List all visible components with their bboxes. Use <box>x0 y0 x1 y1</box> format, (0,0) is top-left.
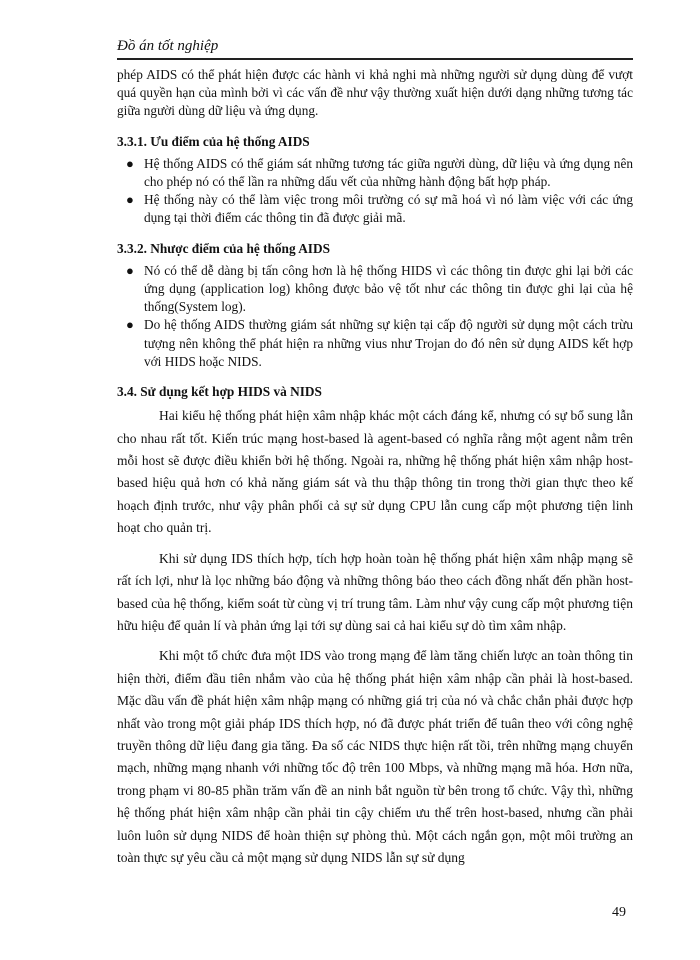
disadvantages-list <box>117 262 633 371</box>
section-heading-34: 3.4. Sử dụng kết hợp HIDS và NIDS <box>117 384 322 400</box>
page-number: 49 <box>612 905 626 920</box>
bullet-icon: ● <box>126 262 134 278</box>
list-item: ● Nó có thể dễ dàng bị tấn công hơn là hệ thống HIDS vì các thông tin được ghi lại bởi các ứng dụng (application log) không được bảo vệ tốt như các thông tin được ghi lại của hệ thống(System log). <box>126 262 633 315</box>
body-paragraph: Khi sử dụng IDS thích hợp, tích hợp hoàn toàn hệ thống phát hiện xâm nhập mạng sẽ rất ích lợi, như là lọc những báo động và những thông báo theo cách đồng nhất đến phần host-based của hệ thống, kiểm soát từ cùng vị trí trung tâm. Làm như vậy cung cấp một phương tiện hữu hiệu để quản lí và phản ứng lại tới sự dùng sai cả hai kiểu sự dò tìm xâm nhập. <box>117 550 633 633</box>
list-item: ● Hệ thống này có thể làm việc trong môi trường có sự mã hoá vì nó làm việc với các ứng dụng tại thời điểm các thông tin đã được giải mã. <box>126 192 633 226</box>
section-heading-331: 3.3.1. Ưu điểm của hệ thống AIDS <box>117 133 310 149</box>
bullet-icon: ● <box>126 155 134 171</box>
list-item: ● Hệ thống AIDS có thể giám sát những tương tác giữa người dùng, dữ liệu và ứng dụng nên cho phép nó có thể lần ra những dấu vết của những hành động bất hợp pháp. <box>126 155 633 190</box>
bullet-icon: ● <box>126 192 134 208</box>
page-content <box>117 66 633 869</box>
running-header: Đồ án tốt nghiệp <box>117 38 219 54</box>
section-heading-332: 3.3.2. Nhược điểm của hệ thống AIDS <box>117 240 330 256</box>
body-paragraph: Hai kiểu hệ thống phát hiện xâm nhập khác một cách đáng kể, nhưng có sự bổ sung lẫn cho nhau rất tốt. Kiến trúc mạng host-based là agent-based có nghĩa rằng một agent nằm trên mỗi host sẽ được điều khiển bởi hệ thống. Ngoài ra, những hệ thống phát hiện xâm nhập host-based hiệu quả hơn có khả năng giám sát và thu thập thông tin trong thời gian thực theo kế hoạch định trước, như vậy phân phối cả sự sử dụng CPU lẫn cung cấp một phương tiện linh hoạt cho quản trị. <box>117 408 633 536</box>
advantages-list <box>117 155 633 228</box>
header-divider <box>117 58 633 60</box>
intro-paragraph: phép AIDS có thể phát hiện được các hành vi khả nghi mà những người sử dụng dùng để vượt quá quyền hạn của mình bởi vì các vấn đề như vậy thường xuất hiện dưới dạng những tương tác giữa người dùng dữ liệu và ứng dụng. <box>117 67 633 119</box>
body-paragraph: Khi một tổ chức đưa một IDS vào trong mạng để làm tăng chiến lược an toàn thông tin hiện thời, điểm đầu tiên nhắm vào của hệ thống phát hiện xâm nhập cần phải là host-based. Mặc dầu vấn đề phát hiện xâm nhập mạng có những giá trị của nó và chắc chắn phải được hợp nhất vào trong một giải pháp IDS thích hợp, nó đã được phát triển để tuân theo với công nghệ truyền thông dữ liệu đang gia tăng. Đa số các NIDS thực hiện rất tồi, trên những mạng chuyển mạch, những mạng nhanh với những tốc độ trên 100 Mbps, và những mạng mã hóa. Hơn nữa, trong phạm vi 80-85 phần trăm vấn đề an ninh bắt nguồn từ bên trong tổ chức. Vậy thì, những hệ thống phát hiện xâm nhập cần phải tin cậy chiếm ưu thế trên host-based, nhưng cần phải luôn luôn sử dụng NIDS để hoàn thiện sự phòng thủ. Một cách ngắn gọn, một môi trường an toàn thực sự yêu cầu cả một mạng sử dụng NIDS lẫn sự sử dụng <box>117 648 633 865</box>
list-item: ● Do hệ thống AIDS thường giám sát những sự kiện tại cấp độ người sử dụng một cách trừu tượng nên không thể phát hiện ra những vius như Trojan do đó nên sử dụng AIDS kết hợp với HIDS hoặc NIDS. <box>126 317 633 369</box>
bullet-icon: ● <box>126 317 134 333</box>
